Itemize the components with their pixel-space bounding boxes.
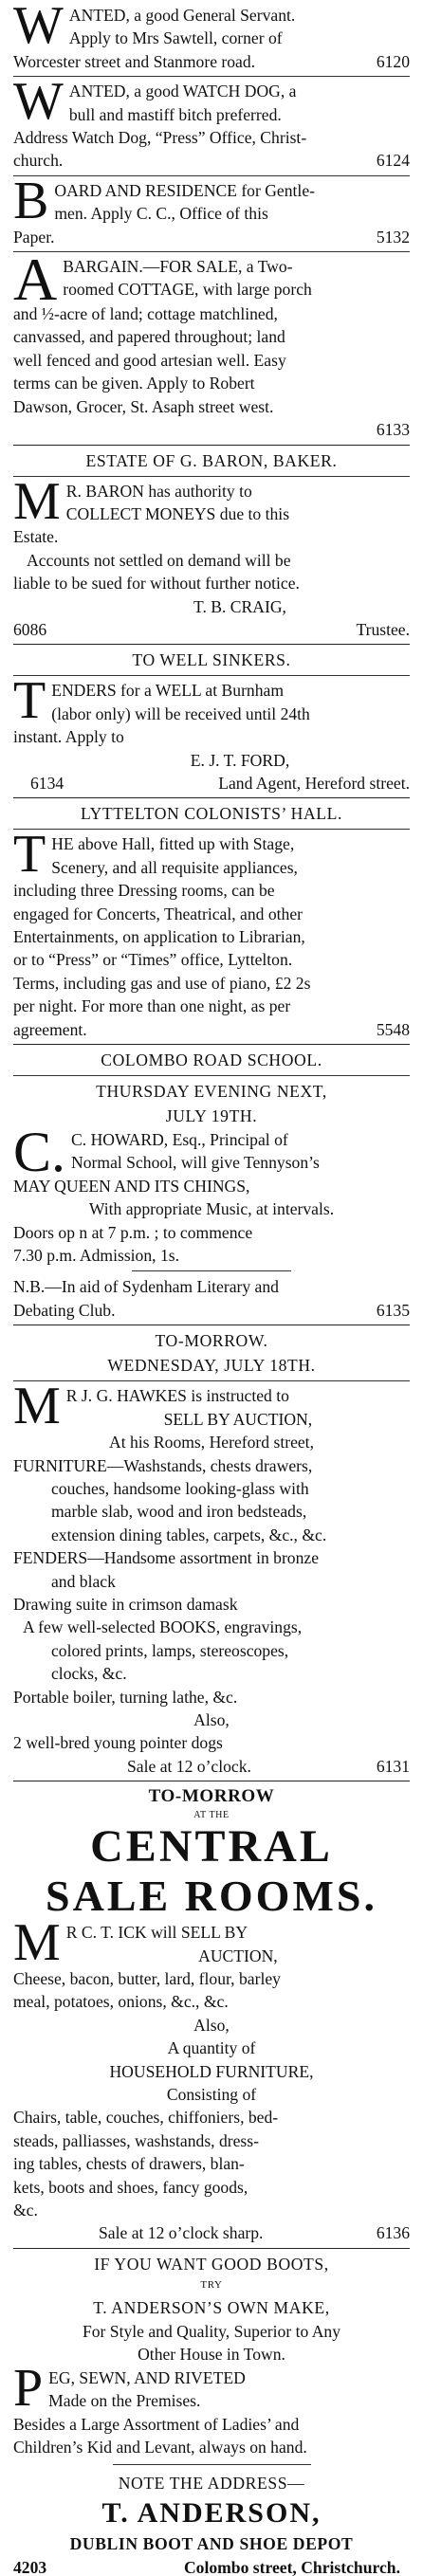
ad-line: SELL BY AUCTION, (163, 1409, 313, 1429)
divider (13, 1044, 410, 1045)
ad-line: bull and mastiff bitch preferred. (68, 104, 282, 124)
ad-line: meal, potatoes, onions, &c., &c. (13, 1992, 229, 2012)
drop-cap: B (13, 171, 49, 230)
ad-signer-role: Land Agent, Hereford street. (218, 773, 410, 793)
drop-cap: M (13, 1377, 61, 1436)
ad-line: Sale at 12 o’clock. (127, 1756, 251, 1776)
ad-heading: DUBLIN BOOT AND SHOE DEPOT (69, 2534, 354, 2554)
ad-line: marble slab, wood and iron bedsteads, (51, 1502, 307, 1522)
ad-general-servant (13, 0, 410, 73)
ad-footer (13, 1755, 410, 1778)
ad-line: Dawson, Grocer, St. Asaph street west. (13, 396, 274, 416)
ad-line: ANTED, a good General Servant. (68, 6, 296, 25)
drop-cap: T (13, 671, 46, 731)
ad-line: terms can be given. Apply to Robert (13, 374, 255, 393)
ad-line: steads, palliasses, washstands, dress- (13, 2130, 259, 2150)
ad-line: With appropriate Music, at intervals. (88, 1199, 335, 1219)
ad-footer (13, 772, 410, 795)
ad-line: Also, (193, 2015, 230, 2035)
ad-line: clocks, &c. (51, 1664, 127, 1684)
ad-date: JULY 19TH. (165, 1106, 258, 1126)
ad-line: Worcester street and Stanmore road. (13, 51, 256, 71)
ad-line: Address Watch Dog, “Press” Office, Christ- (13, 128, 307, 148)
ad-subheading: AT THE (193, 1810, 230, 1821)
ad-ref-number: 6135 (376, 1300, 410, 1320)
ad-line: Cheese, bacon, butter, lard, flour, barley (13, 1969, 281, 1988)
ad-line: roomed COTTAGE, with large porch (63, 280, 312, 300)
ad-line: canvassed, and papered throughout; land (13, 327, 285, 347)
ad-line: Sale at 12 o’clock sharp. (99, 2223, 264, 2243)
ad-lyttelton-hall (13, 801, 410, 1041)
ad-line: R J. G. HAWKES is instructed to (65, 1386, 289, 1406)
ad-line: Apply to Mrs Sawtell, corner of (68, 28, 283, 48)
ad-baron-estate (13, 448, 410, 642)
ad-ref-number: 6131 (376, 1756, 410, 1776)
ad-line: or to “Press” or “Times” office, Lyttelton. (13, 950, 293, 970)
ad-hawkes-auction (13, 1328, 410, 1778)
ad-watch-dog (13, 72, 410, 173)
drop-cap: C. (13, 1121, 66, 1184)
ad-line: Paper. (13, 227, 55, 247)
ad-footer (13, 2556, 410, 2576)
ad-line: per night. For more than one night, as per (13, 996, 291, 1016)
drop-cap: P (13, 2358, 44, 2418)
ad-ref-number: 6134 (30, 773, 64, 793)
ad-line: Estate. (13, 527, 59, 547)
ad-line: FURNITURE—Washstands, chests drawers, (13, 1455, 313, 1475)
classifieds-column (13, 0, 410, 2576)
ad-ref-number: 5548 (376, 1019, 410, 1039)
ad-line: AUCTION, (198, 1946, 278, 1965)
ad-signer: T. B. CRAIG, (193, 596, 286, 616)
divider (13, 251, 410, 252)
ad-line: A quantity of (167, 2038, 256, 2058)
ad-heading: ESTATE OF G. BARON, BAKER. (85, 450, 338, 470)
ad-line: MAY QUEEN AND ITS CHINGS, (13, 1176, 250, 1196)
ad-footer (13, 226, 410, 248)
ad-ref-number: 5132 (376, 227, 410, 247)
divider (13, 175, 410, 176)
ad-line: FENDERS—Handsome assortment in bronze (13, 1548, 320, 1568)
ad-line: Entertainments, on application to Librarian, (13, 927, 305, 946)
ad-line: EG, SEWN, AND RIVETED (48, 2367, 246, 2387)
divider (13, 76, 410, 77)
ad-ref-number: 6136 (376, 2223, 410, 2243)
ad-footer (13, 149, 410, 172)
ad-line: ANTED, a good WATCH DOG, a (68, 82, 297, 101)
ad-signer-role: Trustee. (356, 619, 410, 639)
ad-footer (13, 50, 410, 73)
ad-line: C. HOWARD, Esq., Principal of (71, 1130, 288, 1150)
ad-line: NOTE THE ADDRESS— (118, 2474, 305, 2494)
divider (13, 829, 410, 830)
ad-line: well fenced and good artesian well. Easy (13, 350, 286, 370)
ad-line: COLLECT MONEYS due to this (65, 503, 290, 523)
ad-line: Drawing suite in crimson damask (13, 1594, 238, 1614)
drop-cap: M (13, 471, 61, 531)
ad-line: Accounts not settled on demand will be (27, 550, 291, 570)
ad-line: Chairs, table, couches, chiffoniers, bed- (13, 2108, 279, 2128)
ad-line: Also, (193, 1709, 230, 1729)
ad-line: agreement. (13, 1019, 87, 1039)
ad-line: Besides a Large Assortment of Ladies’ and (13, 2414, 300, 2434)
ad-line: and black (51, 1571, 116, 1591)
ad-line: R C. T. ICK will SELL BY (65, 1923, 248, 1943)
ad-colombo-road-school (13, 1048, 410, 1322)
ad-line: ENDERS for a WELL at Burnham (51, 681, 285, 701)
ad-line: For Style and Quality, Superior to Any (82, 2321, 341, 2341)
ad-line: 2 well-bred young pointer dogs (13, 1733, 223, 1753)
ad-line: N.B.—In aid of Sydenham Literary and (13, 1277, 279, 1297)
ad-date: THURSDAY EVENING NEXT, (96, 1082, 327, 1102)
ad-line: men. Apply C. C., Office of this (54, 204, 268, 224)
ad-line: OARD AND RESIDENCE for Gentle- (54, 180, 315, 200)
ad-date: WEDNESDAY, JULY 18TH. (107, 1356, 316, 1376)
ad-line: engaged for Concerts, Theatrical, and other (13, 904, 303, 923)
ad-footer (13, 1299, 410, 1322)
ad-footer (13, 2221, 410, 2244)
ad-line: A few well-selected BOOKS, engravings, (23, 1617, 303, 1637)
divider (13, 1380, 410, 1381)
divider (13, 476, 410, 477)
ad-line: Made on the Premises. (48, 2391, 201, 2411)
ad-line: colored prints, lamps, stereoscopes, (51, 1640, 289, 1660)
ad-address: Colombo street, Christchurch. (183, 2558, 400, 2576)
ad-ref-number: 4203 (13, 2558, 47, 2576)
ad-cottage-bargain (13, 246, 410, 441)
divider (13, 675, 410, 676)
ad-line: (labor only) will be received until 24th (51, 703, 310, 723)
ad-line: HOUSEHOLD FURNITURE, (109, 2061, 314, 2081)
ad-heading: TO-MORROW (148, 1786, 275, 1807)
ad-line: 7.30 p.m. Admission, 1s. (13, 1246, 179, 1266)
ad-line: HE above Hall, fitted up with Stage, (51, 834, 295, 854)
ad-display-title: SALE ROOMS. (46, 1872, 377, 1921)
divider (13, 445, 410, 446)
ad-heading: COLOMBO ROAD SCHOOL. (101, 1050, 322, 1070)
ad-line: church. (13, 151, 64, 171)
ad-line: couches, handsome looking-glass with (51, 1478, 309, 1498)
ad-heading: TO-MORROW. (155, 1331, 268, 1351)
ad-footer (13, 1018, 410, 1041)
ad-line: Normal School, will give Tennyson’s (71, 1153, 320, 1173)
ad-heading: TO WELL SINKERS. (132, 650, 291, 670)
ad-heading: T. ANDERSON’S OWN MAKE, (93, 2297, 330, 2317)
ad-line: Portable boiler, turning lathe, &c. (13, 1687, 238, 1707)
ad-line: Children’s Kid and Levant, always on hand. (13, 2437, 307, 2457)
ad-line: At his Rooms, Hereford street, (109, 1433, 314, 1452)
ad-ref-number: 6120 (376, 51, 410, 71)
ad-line: ing tables, chests of drawers, blan- (13, 2154, 245, 2174)
divider (13, 644, 410, 645)
ad-line: Consisting of (166, 2085, 257, 2105)
ad-line: Debating Club. (13, 1300, 116, 1320)
ad-line: Scenery, and all requisite appliances, (51, 857, 298, 877)
ad-heading: IF YOU WANT GOOD BOOTS, (94, 2254, 329, 2274)
ad-line: Other House in Town. (138, 2345, 285, 2365)
ad-signer: E. J. T. FORD, (190, 750, 290, 770)
divider (13, 2248, 410, 2249)
divider (13, 1075, 410, 1076)
ad-ref-number: 6124 (376, 151, 410, 171)
ad-ref-number: 6086 (13, 619, 47, 639)
ad-line: Terms, including gas and use of piano, £2 2s (13, 973, 311, 993)
ad-board-residence (13, 171, 410, 248)
divider (113, 2464, 311, 2465)
drop-cap: M (13, 1913, 61, 1973)
ad-anderson-boots (13, 2252, 410, 2576)
ad-line: including three Dressing rooms, can be (13, 881, 275, 901)
divider (132, 1270, 290, 1271)
ad-ref-number: 6133 (376, 420, 410, 440)
ad-line: extension dining tables, carpets, &c., &c. (51, 1525, 327, 1544)
drop-cap: A (13, 246, 58, 314)
ad-line: &c. (13, 2201, 38, 2220)
drop-cap: T (13, 825, 46, 885)
ad-subheading: TRY (200, 2278, 223, 2291)
divider (13, 797, 410, 798)
ad-line: R. BARON has authority to (65, 481, 252, 501)
ad-well-sinkers (13, 648, 410, 795)
ad-line: BARGAIN.—FOR SALE, a Two- (63, 257, 293, 277)
ad-heading: LYTTELTON COLONISTS’ HALL. (81, 804, 342, 824)
ad-line: liable to be sued for without further notice. (13, 574, 300, 594)
drop-cap: W (13, 72, 64, 132)
ad-line: instant. Apply to (13, 727, 124, 747)
drop-cap: W (13, 0, 64, 55)
ad-display-title: T. ANDERSON, (101, 2497, 322, 2530)
ad-footer (13, 618, 410, 641)
ad-line: kets, boots and shoes, fancy goods, (13, 2177, 248, 2197)
ad-central-sale-rooms (13, 1784, 410, 2245)
ad-line: and ½-acre of land; cottage matchlined, (13, 304, 278, 324)
ad-display-title: CENTRAL (90, 1821, 333, 1873)
ad-line: Doors op n at 7 p.m. ; to commence (13, 1222, 253, 1242)
